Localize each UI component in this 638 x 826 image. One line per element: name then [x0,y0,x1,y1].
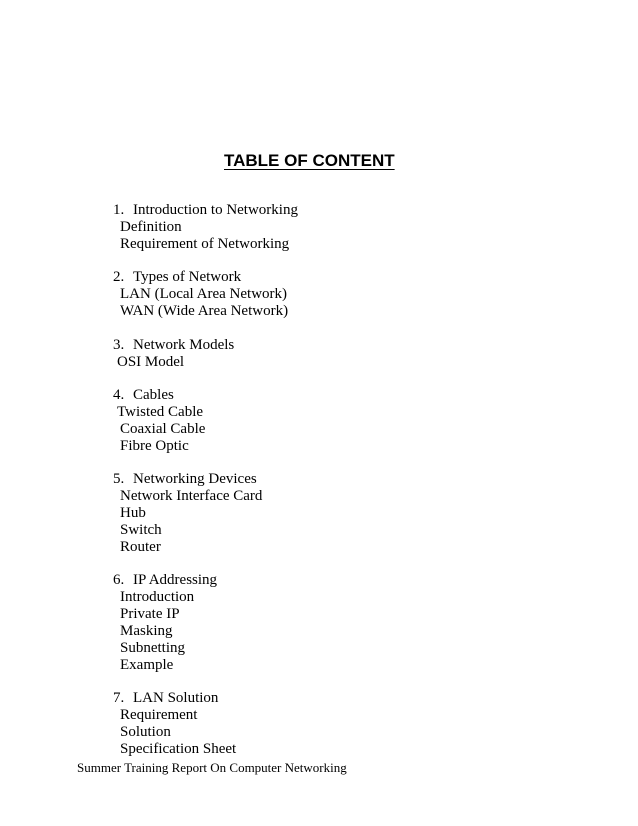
section-number: 7. [113,690,125,706]
section-item: Twisted Cable [117,404,204,420]
section-item: LAN (Local Area Network) [120,286,288,302]
section-heading-text: Types of Network [133,269,242,285]
section-number: 3. [113,337,125,353]
section-item: Specification Sheet [120,741,237,757]
section-item: WAN (Wide Area Network) [120,303,289,319]
section-number: 6. [113,572,125,588]
section-item: Requirement [120,707,198,723]
section-heading [113,269,241,286]
section-item: Router [120,539,161,555]
section-heading-text: LAN Solution [133,690,219,706]
section-heading [113,337,234,354]
section-heading [113,572,217,589]
section-heading [113,690,218,707]
section-heading [113,202,298,219]
section-item: Definition [120,219,182,235]
section-heading-text: Networking Devices [133,471,257,487]
section-item: OSI Model [117,354,185,370]
section-item: Coaxial Cable [120,421,206,437]
section-heading-text: Introduction to Networking [133,202,298,218]
section-number: 2. [113,269,125,285]
section-item: Network Interface Card [120,488,263,504]
page-title: TABLE OF CONTENT [224,151,395,170]
section-item: Example [120,657,174,673]
page-footer: Summer Training Report On Computer Networking [77,760,347,775]
section-heading-text: IP Addressing [133,572,218,588]
section-item: Requirement of Networking [120,236,290,252]
section-number: 1. [113,202,125,218]
section-item: Introduction [120,589,195,605]
section-item: Solution [120,724,171,740]
section-number: 5. [113,471,125,487]
section-heading-text: Network Models [133,337,235,353]
section-number: 4. [113,387,125,403]
section-item: Subnetting [120,640,186,656]
section-item: Switch [120,522,162,538]
section-item: Masking [120,623,173,639]
section-item: Fibre Optic [120,438,189,454]
section-heading [113,471,257,488]
section-heading [113,387,174,404]
section-item: Hub [120,505,146,521]
section-heading-text: Cables [133,387,174,403]
section-item: Private IP [120,606,180,622]
